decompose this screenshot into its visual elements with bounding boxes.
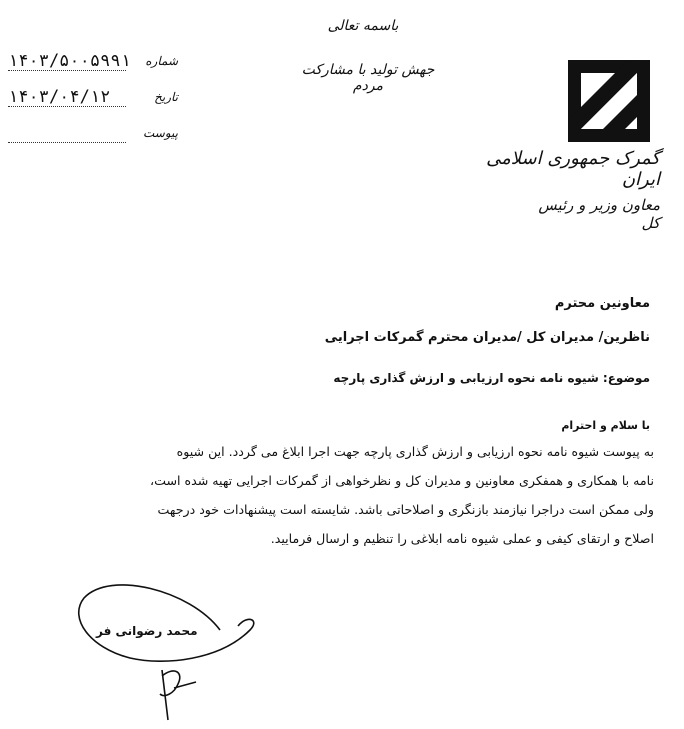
letter-date-label: تاریخ xyxy=(154,90,178,104)
letter-date-row xyxy=(8,88,178,108)
customs-logo-icon xyxy=(568,60,650,142)
letter-date-value: ۱۴۰۳/۰۴/۱۲ xyxy=(8,88,126,107)
addressee-line-1: معاونین محترم xyxy=(554,296,650,311)
organization-name: گمرک جمهوری اسلامی ایران xyxy=(486,148,660,190)
letter-greeting: با سلام و احترام xyxy=(561,419,650,432)
body-line: ولی ممکن است دراجرا نیازمند بازنگری و اصلاحاتی باشد. شایسته است پیشنهادات خود درجهت xyxy=(157,502,654,517)
attachment-label: پیوست xyxy=(143,126,178,140)
addressee-line-2: ناظرین/ مدیران کل /مدیران محترم گمرکات اجرایی xyxy=(324,330,650,345)
slogan-text: جهش تولید با مشارکت مردم xyxy=(301,62,435,94)
body-line: نامه با همکاری و همفکری معاونین و مدیران کل و نظرخواهی از گمرکات اجرایی تهیه شده است، xyxy=(150,473,654,488)
letter-body xyxy=(44,437,654,553)
organization-department: معاون وزیر و رئیس کل xyxy=(538,196,660,232)
signer-name: محمد رضوانی فر xyxy=(96,624,198,638)
handwritten-signature xyxy=(70,570,270,729)
body-line: به پیوست شیوه نامه نحوه ارزیابی و ارزش گذاری پارچه جهت اجرا ابلاغ می گردد. این شیوه xyxy=(176,444,654,459)
attachment-value xyxy=(8,124,126,143)
letter-number-label: شماره xyxy=(145,54,178,68)
invocation-text: باسمه تعالی xyxy=(327,18,399,34)
letter-number-row xyxy=(8,52,178,72)
body-line: اصلاح و ارتقای کیفی و عملی شیوه نامه ابلاغی را تنظیم و ارسال فرمایید. xyxy=(270,531,654,546)
attachment-row xyxy=(8,124,178,144)
letter-subject: موضوع: شیوه نامه نحوه ارزیابی و ارزش گذاری پارچه xyxy=(333,371,650,385)
letter-number-value: ۱۴۰۳/۵۰۰۵۹۹۱ xyxy=(8,51,131,71)
